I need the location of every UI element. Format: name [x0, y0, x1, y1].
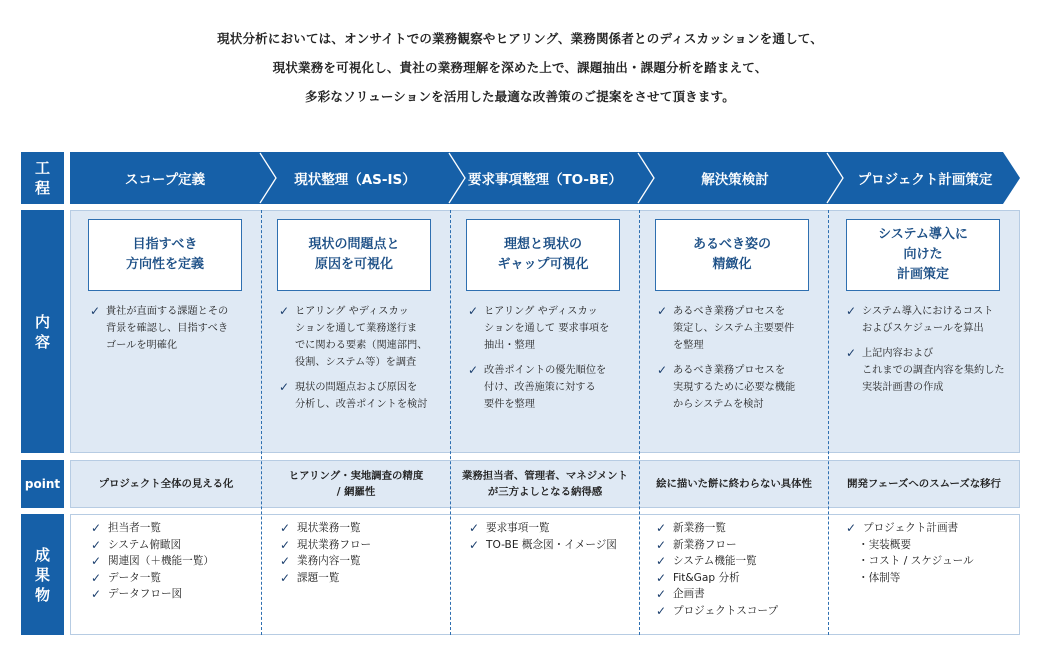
title-line: 計画策定: [896, 267, 949, 282]
deliverables-to-be: [469, 520, 637, 553]
check-icon: ✓: [657, 304, 668, 318]
check-icon: ✓: [846, 521, 857, 535]
title-line: 目指すべき: [132, 237, 198, 252]
check-icon: ✓: [469, 521, 480, 535]
point-line: プロジェクト全体の見える化: [98, 478, 234, 490]
deliverable-text: 担当者一覧: [108, 522, 161, 534]
title-line: 精緻化: [712, 257, 752, 272]
check-icon: ✓: [657, 363, 668, 377]
point-line: / 網羅性: [336, 486, 376, 498]
check-icon: ✓: [280, 570, 291, 585]
title-line: 原因を可視化: [314, 257, 393, 272]
content-item: [279, 303, 447, 371]
title-box-plan: [846, 219, 1000, 291]
content-item: [657, 362, 825, 413]
point-cell-as-is: [262, 460, 450, 508]
item-line: 策定し、システム主要要件: [673, 323, 795, 334]
title-box-scope: [88, 219, 242, 291]
row-label-process-char: 程: [34, 179, 50, 197]
column-divider: [450, 210, 451, 635]
item-line: あるべき業務プロセスを: [673, 365, 786, 376]
deliverable-text: 業務内容一覧: [297, 555, 361, 568]
deliverable-item: [280, 520, 448, 537]
deliverable-subitem: ・コスト / スケジュール: [858, 555, 974, 568]
deliverable-item: [91, 570, 259, 587]
point-line: 業務担当者、管理者、マネジメント: [462, 470, 628, 482]
check-icon: ✓: [91, 537, 102, 552]
check-icon: ✓: [469, 537, 480, 552]
deliverable-text: 要求事項一覧: [486, 522, 550, 534]
content-items-as-is: [279, 303, 447, 421]
deliverable-text: 関連図（＋機能一覧）: [108, 555, 214, 568]
deliverable-text: 新業務一覧: [673, 522, 726, 534]
item-line: ヒアリング やディスカッ: [484, 306, 598, 317]
phase-label-solution: 解決策検討: [701, 172, 769, 188]
check-icon: ✓: [656, 521, 667, 535]
deliverable-item: [280, 570, 448, 587]
phase-label-to-be: 要求事項整理（TO-BE）: [467, 172, 623, 188]
title-line: 方向性を定義: [125, 257, 204, 272]
item-line: 上記内容および: [862, 348, 934, 359]
deliverable-item: [656, 553, 826, 570]
check-icon: ✓: [656, 587, 667, 602]
check-icon: ✓: [279, 380, 290, 394]
deliverable-subitem: ・体制等: [858, 571, 901, 584]
row-label-deliverables-char: 果: [34, 565, 50, 584]
item-line: 背景を確認し、目指すべき: [106, 323, 229, 334]
item-line: 改善ポイントの優先順位を: [484, 365, 607, 376]
check-icon: ✓: [91, 554, 102, 569]
deliverable-text: 現状業務フロー: [297, 538, 372, 551]
deliverable-text: データフロー図: [108, 588, 183, 601]
content-item: [468, 362, 636, 413]
check-icon: ✓: [90, 304, 101, 318]
check-icon: ✓: [91, 587, 102, 602]
check-icon: ✓: [91, 570, 102, 585]
check-icon: ✓: [656, 603, 667, 618]
row-label-deliverables: [21, 514, 64, 635]
title-box-to-be: [466, 219, 620, 291]
intro-line-2: 現状業務を可視化し、貴社の業務理解を深めた上で、課題抽出・課題分析を踏まえて、: [272, 60, 768, 75]
content-item: [90, 303, 258, 354]
item-line: あるべき業務プロセスを: [673, 306, 786, 317]
check-icon: ✓: [656, 537, 667, 552]
item-line: 要件を整理: [484, 399, 535, 410]
content-items-solution: [657, 303, 825, 421]
point-cell-scope: [72, 460, 260, 508]
point-cell-solution: [640, 460, 828, 508]
intro-line-3: 多彩なソリューションを活用した最適な改善策のご提案をさせて頂きます。: [305, 89, 735, 104]
content-item: [846, 345, 1018, 396]
item-line: を整理: [673, 340, 704, 351]
row-label-point-text: point: [24, 477, 61, 491]
phase-arrow-bar: [70, 152, 1020, 204]
row-label-content-char: 内: [34, 312, 50, 331]
row-label-process: [21, 152, 64, 204]
deliverable-item: [656, 570, 826, 587]
deliverable-item: [469, 537, 637, 554]
deliverable-text: システム機能一覧: [673, 555, 757, 568]
deliverable-text: 企画書: [673, 588, 705, 601]
column-divider: [639, 210, 640, 635]
phase-label-as-is: 現状整理（AS-IS）: [294, 172, 416, 188]
deliverable-text: データ一覧: [108, 571, 161, 584]
item-line: これまでの調査内容を集約した: [862, 365, 1005, 376]
check-icon: ✓: [846, 346, 857, 360]
item-line: 役割、システム等）を調査: [295, 357, 417, 368]
item-line: 実現するために必要な機能: [673, 382, 796, 393]
row-label-point: [21, 460, 64, 508]
content-item: [846, 303, 1018, 337]
title-line: 現状の問題点と: [308, 237, 400, 252]
intro-text: [0, 24, 1040, 111]
title-line: あるべき姿の: [692, 237, 771, 252]
deliverable-item: [91, 586, 259, 603]
deliverable-item: [656, 520, 826, 537]
point-cell-to-be: [451, 460, 639, 508]
item-line: ションを通して業務遂行ま: [295, 323, 418, 334]
item-line: ゴールを明確化: [106, 340, 178, 351]
deliverable-item: [91, 520, 259, 537]
deliverable-item: [91, 537, 259, 554]
item-line: からシステムを検討: [673, 399, 764, 410]
deliverable-text: TO-BE 概念図・イメージ図: [486, 538, 617, 551]
title-box-as-is: [277, 219, 431, 291]
check-icon: ✓: [280, 537, 291, 552]
point-line: ヒアリング・実地調査の精度: [288, 470, 424, 482]
check-icon: ✓: [846, 304, 857, 318]
check-icon: ✓: [91, 521, 102, 535]
point-line: が三方よしとなる納得感: [487, 486, 603, 498]
item-line: 実装計画書の作成: [862, 382, 944, 393]
title-line: 向けた: [903, 247, 943, 262]
deliverables-plan: [846, 520, 1018, 586]
deliverable-text: プロジェクトスコープ: [673, 604, 779, 617]
check-icon: ✓: [656, 554, 667, 569]
check-icon: ✓: [468, 363, 479, 377]
content-items-plan: [846, 303, 1018, 404]
deliverable-item: [656, 603, 826, 620]
title-line: ギャップ可視化: [497, 257, 589, 272]
column-divider: [261, 210, 262, 635]
intro-line-1: 現状分析においては、オンサイトでの業務観察やヒアリング、業務関係者とのディスカッションを通して、: [217, 31, 823, 46]
deliverable-text: Fit&Gap 分析: [673, 571, 740, 584]
content-items-scope: [90, 303, 258, 362]
deliverable-item: [656, 586, 826, 603]
check-icon: ✓: [280, 521, 291, 535]
row-label-process-char: 工: [34, 159, 50, 177]
deliverables-scope: [91, 520, 259, 603]
deliverable-subitem: ・実装概要: [858, 538, 911, 551]
check-icon: ✓: [656, 570, 667, 585]
deliverable-item: [846, 520, 1018, 537]
title-box-solution: [655, 219, 809, 291]
item-line: およびスケジュールを算出: [862, 323, 984, 334]
item-line: でに関わる要素（関連部門、: [295, 340, 428, 351]
row-label-content: [21, 210, 64, 453]
deliverable-text: 現状業務一覧: [297, 522, 361, 534]
phase-label-scope: スコープ定義: [124, 172, 206, 188]
column-divider: [828, 210, 829, 635]
item-line: システム導入におけるコスト: [862, 306, 994, 317]
title-line: 理想と現状の: [503, 237, 582, 252]
item-line: 付け、改善施策に対する: [484, 382, 596, 393]
item-line: 抽出・整理: [484, 340, 535, 351]
deliverable-text: システム俯瞰図: [108, 538, 182, 551]
deliverable-item: [280, 537, 448, 554]
point-cell-plan: [829, 460, 1019, 508]
deliverables-as-is: [280, 520, 448, 586]
item-line: ヒアリング やディスカッ: [295, 306, 409, 317]
deliverable-text: 新業務フロー: [673, 538, 737, 551]
deliverable-text: 課題一覧: [297, 571, 340, 584]
deliverable-item: [656, 537, 826, 554]
item-line: 分析し、改善ポイントを検討: [295, 399, 428, 410]
deliverable-item: [91, 553, 259, 570]
content-item: [279, 379, 447, 413]
content-items-to-be: [468, 303, 636, 421]
check-icon: ✓: [280, 554, 291, 569]
deliverable-text: プロジェクト計画書: [863, 522, 959, 534]
deliverables-solution: [656, 520, 826, 620]
item-line: 貴社が直面する課題とその: [106, 306, 229, 317]
item-line: 現状の問題点および原因を: [295, 382, 418, 393]
item-line: ションを通して 要求事項を: [484, 323, 610, 334]
deliverable-item: [280, 553, 448, 570]
deliverable-item: [469, 520, 637, 537]
check-icon: ✓: [279, 304, 290, 318]
title-line: システム導入に: [878, 227, 968, 242]
content-item: [657, 303, 825, 354]
check-icon: ✓: [468, 304, 479, 318]
content-item: [468, 303, 636, 354]
row-label-content-char: 容: [34, 332, 50, 351]
row-label-deliverables-char: 物: [34, 585, 50, 604]
point-line: 開発フェーズへのスムーズな移行: [847, 478, 1001, 490]
row-label-deliverables-char: 成: [34, 545, 50, 564]
point-line: 絵に描いた餅に終わらない具体性: [656, 478, 812, 490]
phase-label-plan: プロジェクト計画策定: [857, 172, 993, 188]
